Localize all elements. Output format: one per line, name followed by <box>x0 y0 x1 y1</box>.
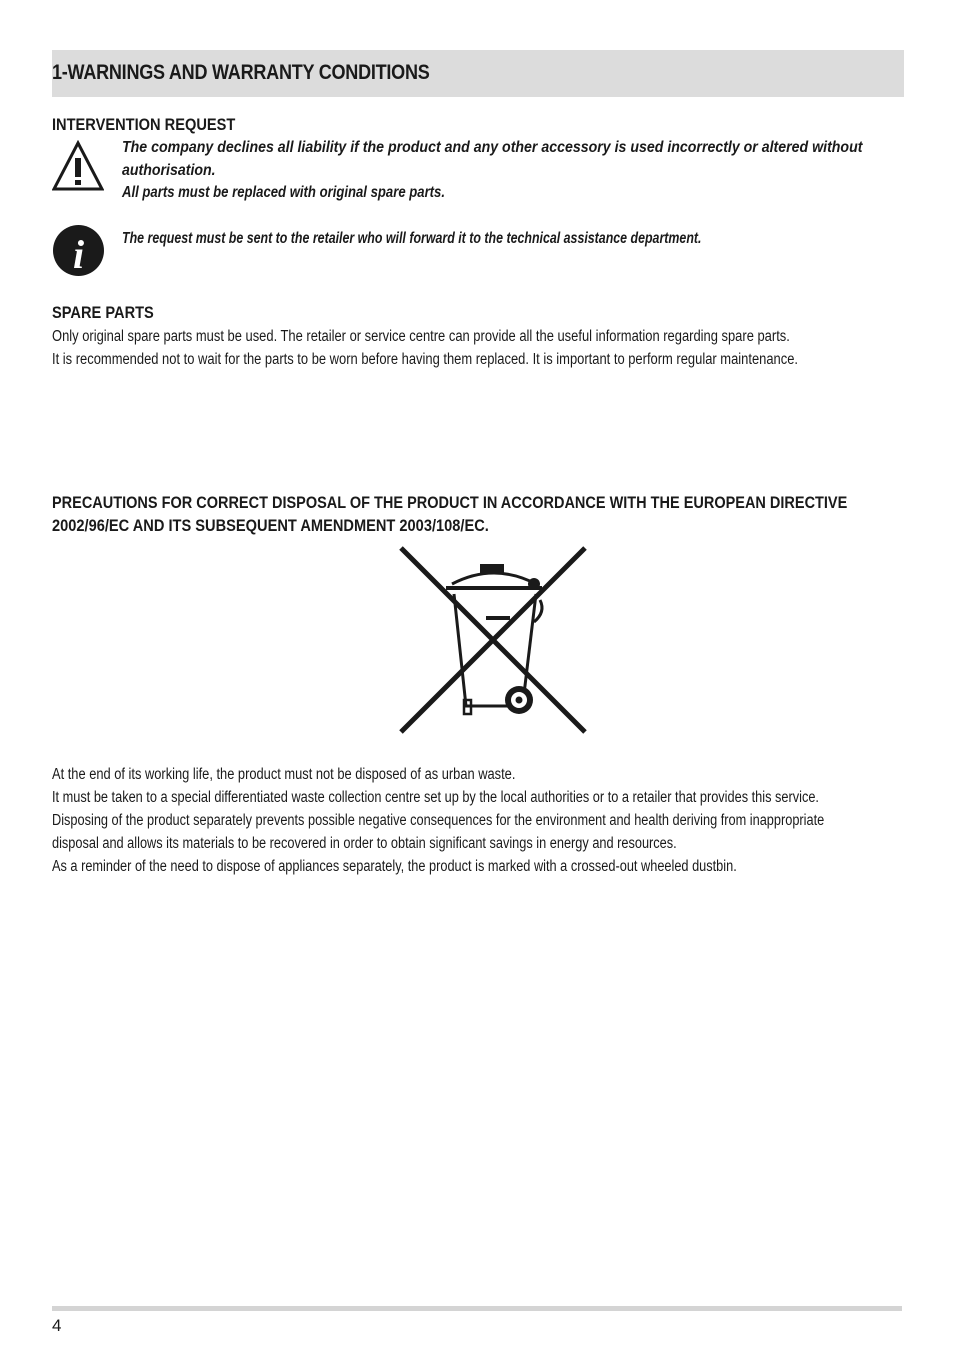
spare-parts-line-1: Only original spare parts must be used. The retailer or service centre can provide all the useful information regarding spare parts. <box>52 328 790 345</box>
page-number: 4 <box>52 1316 62 1335</box>
disposal-text <box>52 763 904 878</box>
svg-text:i: i <box>72 232 85 277</box>
warning-line-2: authorisation. <box>122 161 216 179</box>
info-text <box>122 228 902 251</box>
warning-triangle-icon <box>52 140 104 192</box>
disposal-line-4: disposal and allows its materials to be recovered in order to obtain significant savings in energy and resources. <box>52 835 677 852</box>
disposal-line-2: It must be taken to a special differentiated waste collection centre set up by the local authorities or to a retailer that provides this service. <box>52 789 819 806</box>
warning-line-1: The company declines all liability if the product and any other accessory is used incorrectly or altered without <box>122 139 863 156</box>
spare-parts-line-2: It is recommended not to wait for the parts to be worn before having them replaced. It is important to perform regular maintenance. <box>52 351 799 368</box>
spare-parts-heading: SPARE PARTS <box>52 303 154 322</box>
warning-line-3: All parts must be replaced with original spare parts. <box>122 184 445 201</box>
intervention-heading: INTERVENTION REQUEST <box>52 115 236 134</box>
spare-parts-text <box>52 325 904 371</box>
info-icon <box>52 224 105 277</box>
disposal-heading-line-2: 2002/96/EC AND ITS SUBSEQUENT AMENDMENT 2003/108/EC. <box>52 516 489 535</box>
warning-text <box>122 137 902 205</box>
disposal-heading <box>52 491 854 537</box>
disposal-line-1: At the end of its working life, the product must not be disposed of as urban waste. <box>52 766 516 783</box>
info-line: The request must be sent to the retailer who will forward it to the technical assistance department. <box>122 230 702 247</box>
disposal-line-5: As a reminder of the need to dispose of appliances separately, the product is marked with a crossed-out wheeled dustbin. <box>52 858 737 875</box>
section-header <box>52 50 904 97</box>
page-title: 1-WARNINGS AND WARRANTY CONDITIONS <box>52 61 430 84</box>
footer-divider <box>52 1306 902 1311</box>
disposal-heading-line-1: PRECAUTIONS FOR CORRECT DISPOSAL OF THE PRODUCT IN ACCORDANCE WITH THE EUROPEAN DIRECTIVE <box>52 493 848 512</box>
disposal-line-3: Disposing of the product separately prevents possible negative consequences for the environment and health deriving from inappropriate <box>52 812 825 829</box>
crossed-out-wheelie-bin-icon <box>396 544 592 738</box>
